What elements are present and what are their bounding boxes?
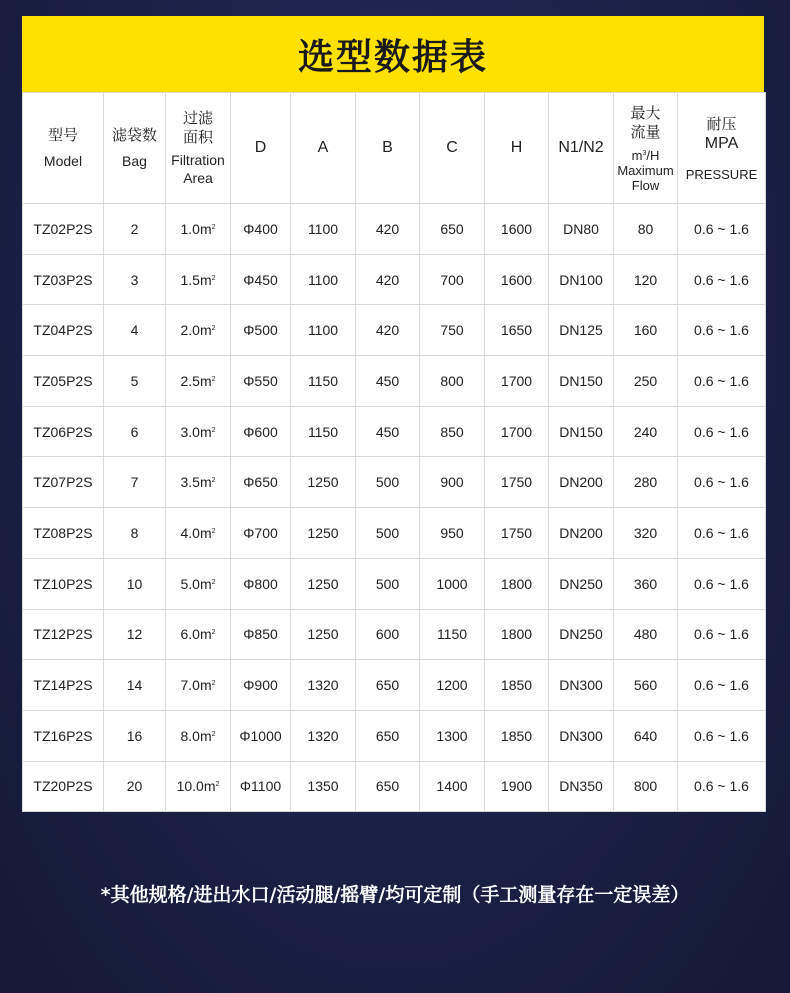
cell-model: TZ03P2S — [23, 254, 104, 305]
cell-b: 450 — [356, 406, 420, 457]
cell-d: Φ850 — [231, 609, 291, 660]
cell-c: 850 — [420, 406, 485, 457]
cell-c: 1150 — [420, 609, 485, 660]
cell-n: DN200 — [549, 457, 614, 508]
cell-area: $5.0m^2$ — [166, 558, 231, 609]
cell-model: TZ06P2S — [23, 406, 104, 457]
cell-model: TZ08P2S — [23, 508, 104, 559]
cell-bag: 14 — [104, 660, 166, 711]
cell-area: $6.0m^2$ — [166, 609, 231, 660]
cell-bag: 6 — [104, 406, 166, 457]
cell-h: 1800 — [485, 609, 549, 660]
cell-a: 1320 — [291, 710, 356, 761]
cell-d: Φ550 — [231, 356, 291, 407]
cell-b: 650 — [356, 660, 420, 711]
cell-h: 1700 — [485, 356, 549, 407]
cell-b: 650 — [356, 761, 420, 812]
cell-pressure: 0.6 ~ 1.6 — [678, 406, 766, 457]
spec-table — [22, 92, 766, 812]
cell-area: $3.5m^2$ — [166, 457, 231, 508]
table-row — [23, 457, 766, 508]
cell-d: Φ400 — [231, 204, 291, 255]
cell-bag: 4 — [104, 305, 166, 356]
cell-h: 1800 — [485, 558, 549, 609]
cell-flow: 640 — [614, 710, 678, 761]
cell-pressure: 0.6 ~ 1.6 — [678, 508, 766, 559]
cell-d: Φ450 — [231, 254, 291, 305]
cell-a: 1250 — [291, 457, 356, 508]
cell-c: 650 — [420, 204, 485, 255]
cell-area: $10.0m^2$ — [166, 761, 231, 812]
cell-n: DN300 — [549, 660, 614, 711]
cell-a: 1150 — [291, 406, 356, 457]
cell-d: Φ600 — [231, 406, 291, 457]
cell-pressure: 0.6 ~ 1.6 — [678, 609, 766, 660]
cell-bag: 3 — [104, 254, 166, 305]
cell-area: $3.0m^2$ — [166, 406, 231, 457]
cell-d: Φ800 — [231, 558, 291, 609]
cell-a: 1250 — [291, 508, 356, 559]
cell-c: 1000 — [420, 558, 485, 609]
col-header-d: D — [231, 93, 291, 204]
cell-d: Φ1000 — [231, 710, 291, 761]
cell-n: DN250 — [549, 609, 614, 660]
col-header-b: B — [356, 93, 420, 204]
cell-model: TZ07P2S — [23, 457, 104, 508]
cell-flow: 280 — [614, 457, 678, 508]
col-header-a: A — [291, 93, 356, 204]
cell-bag: 12 — [104, 609, 166, 660]
cell-pressure: 0.6 ~ 1.6 — [678, 710, 766, 761]
cell-b: 420 — [356, 305, 420, 356]
table-row — [23, 558, 766, 609]
cell-flow: 320 — [614, 508, 678, 559]
cell-b: 450 — [356, 356, 420, 407]
cell-c: 1300 — [420, 710, 485, 761]
cell-area: $2.5m^2$ — [166, 356, 231, 407]
cell-h: 1750 — [485, 457, 549, 508]
cell-h: 1650 — [485, 305, 549, 356]
cell-pressure: 0.6 ~ 1.6 — [678, 457, 766, 508]
cell-a: 1250 — [291, 609, 356, 660]
cell-a: 1100 — [291, 204, 356, 255]
table-row — [23, 761, 766, 812]
cell-pressure: 0.6 ~ 1.6 — [678, 558, 766, 609]
cell-h: 1600 — [485, 254, 549, 305]
cell-a: 1100 — [291, 305, 356, 356]
cell-pressure: 0.6 ~ 1.6 — [678, 204, 766, 255]
cell-area: $2.0m^2$ — [166, 305, 231, 356]
cell-a: 1320 — [291, 660, 356, 711]
cell-model: TZ02P2S — [23, 204, 104, 255]
cell-pressure: 0.6 ~ 1.6 — [678, 356, 766, 407]
cell-flow: 360 — [614, 558, 678, 609]
cell-b: 600 — [356, 609, 420, 660]
cell-c: 800 — [420, 356, 485, 407]
cell-pressure: 0.6 ~ 1.6 — [678, 761, 766, 812]
table-row — [23, 406, 766, 457]
cell-area: $7.0m^2$ — [166, 660, 231, 711]
cell-c: 900 — [420, 457, 485, 508]
footer-note: *其他规格/进出水口/活动腿/摇臂/均可定制（手工测量存在一定误差） — [100, 884, 690, 906]
cell-c: 750 — [420, 305, 485, 356]
title-banner — [22, 16, 764, 92]
cell-n: DN125 — [549, 305, 614, 356]
cell-a: 1100 — [291, 254, 356, 305]
cell-flow: 250 — [614, 356, 678, 407]
cell-b: 500 — [356, 457, 420, 508]
cell-bag: 2 — [104, 204, 166, 255]
table-row — [23, 356, 766, 407]
cell-h: 1850 — [485, 710, 549, 761]
cell-d: Φ1100 — [231, 761, 291, 812]
spec-panel — [22, 16, 764, 812]
cell-flow: 240 — [614, 406, 678, 457]
cell-area: $1.0m^2$ — [166, 204, 231, 255]
cell-flow: 800 — [614, 761, 678, 812]
cell-n: DN100 — [549, 254, 614, 305]
cell-pressure: 0.6 ~ 1.6 — [678, 660, 766, 711]
cell-model: TZ05P2S — [23, 356, 104, 407]
table-body — [23, 204, 766, 812]
table-row — [23, 305, 766, 356]
col-header-c: C — [420, 93, 485, 204]
cell-area: $4.0m^2$ — [166, 508, 231, 559]
cell-flow: 560 — [614, 660, 678, 711]
cell-d: Φ650 — [231, 457, 291, 508]
cell-n: DN150 — [549, 356, 614, 407]
cell-bag: 8 — [104, 508, 166, 559]
cell-c: 950 — [420, 508, 485, 559]
cell-bag: 7 — [104, 457, 166, 508]
cell-flow: 480 — [614, 609, 678, 660]
cell-flow: 80 — [614, 204, 678, 255]
table-row — [23, 710, 766, 761]
cell-c: 1200 — [420, 660, 485, 711]
cell-n: DN80 — [549, 204, 614, 255]
cell-area: $1.5m^2$ — [166, 254, 231, 305]
cell-n: DN150 — [549, 406, 614, 457]
cell-pressure: 0.6 ~ 1.6 — [678, 305, 766, 356]
table-row — [23, 508, 766, 559]
page-title: 选型数据表 — [297, 36, 488, 78]
flow-unit: $m^3/H$ — [631, 147, 660, 163]
cell-pressure: 0.6 ~ 1.6 — [678, 254, 766, 305]
col-header-n1n2: N1/N2 — [549, 93, 614, 204]
cell-n: DN200 — [549, 508, 614, 559]
table-row — [23, 254, 766, 305]
cell-a: 1250 — [291, 558, 356, 609]
cell-flow: 160 — [614, 305, 678, 356]
cell-b: 420 — [356, 254, 420, 305]
table-row — [23, 660, 766, 711]
cell-h: 1750 — [485, 508, 549, 559]
cell-model: TZ14P2S — [23, 660, 104, 711]
table-row — [23, 609, 766, 660]
table-row — [23, 204, 766, 255]
col-header-pressure: 耐压 MPA PRESSURE — [678, 93, 766, 204]
col-header-area: 过滤 面积 Filtration Area — [166, 93, 231, 204]
cell-bag: 5 — [104, 356, 166, 407]
cell-h: 1900 — [485, 761, 549, 812]
cell-n: DN350 — [549, 761, 614, 812]
cell-c: 1400 — [420, 761, 485, 812]
cell-n: DN300 — [549, 710, 614, 761]
cell-d: Φ700 — [231, 508, 291, 559]
col-header-flow: 最大 流量 $m^3/H$ Maximum Flow — [614, 93, 678, 204]
cell-h: 1600 — [485, 204, 549, 255]
cell-bag: 10 — [104, 558, 166, 609]
cell-n: DN250 — [549, 558, 614, 609]
cell-model: TZ20P2S — [23, 761, 104, 812]
cell-b: 500 — [356, 558, 420, 609]
cell-model: TZ10P2S — [23, 558, 104, 609]
cell-bag: 20 — [104, 761, 166, 812]
col-header-model: 型号 Model — [23, 93, 104, 204]
cell-h: 1850 — [485, 660, 549, 711]
cell-b: 420 — [356, 204, 420, 255]
cell-b: 500 — [356, 508, 420, 559]
cell-model: TZ04P2S — [23, 305, 104, 356]
cell-b: 650 — [356, 710, 420, 761]
cell-area: $8.0m^2$ — [166, 710, 231, 761]
cell-d: Φ500 — [231, 305, 291, 356]
cell-model: TZ16P2S — [23, 710, 104, 761]
cell-d: Φ900 — [231, 660, 291, 711]
table-header-row — [23, 93, 766, 204]
cell-h: 1700 — [485, 406, 549, 457]
cell-a: 1350 — [291, 761, 356, 812]
cell-model: TZ12P2S — [23, 609, 104, 660]
col-header-h: H — [485, 93, 549, 204]
cell-flow: 120 — [614, 254, 678, 305]
cell-a: 1150 — [291, 356, 356, 407]
col-header-bag: 滤袋数 Bag — [104, 93, 166, 204]
cell-c: 700 — [420, 254, 485, 305]
cell-bag: 16 — [104, 710, 166, 761]
